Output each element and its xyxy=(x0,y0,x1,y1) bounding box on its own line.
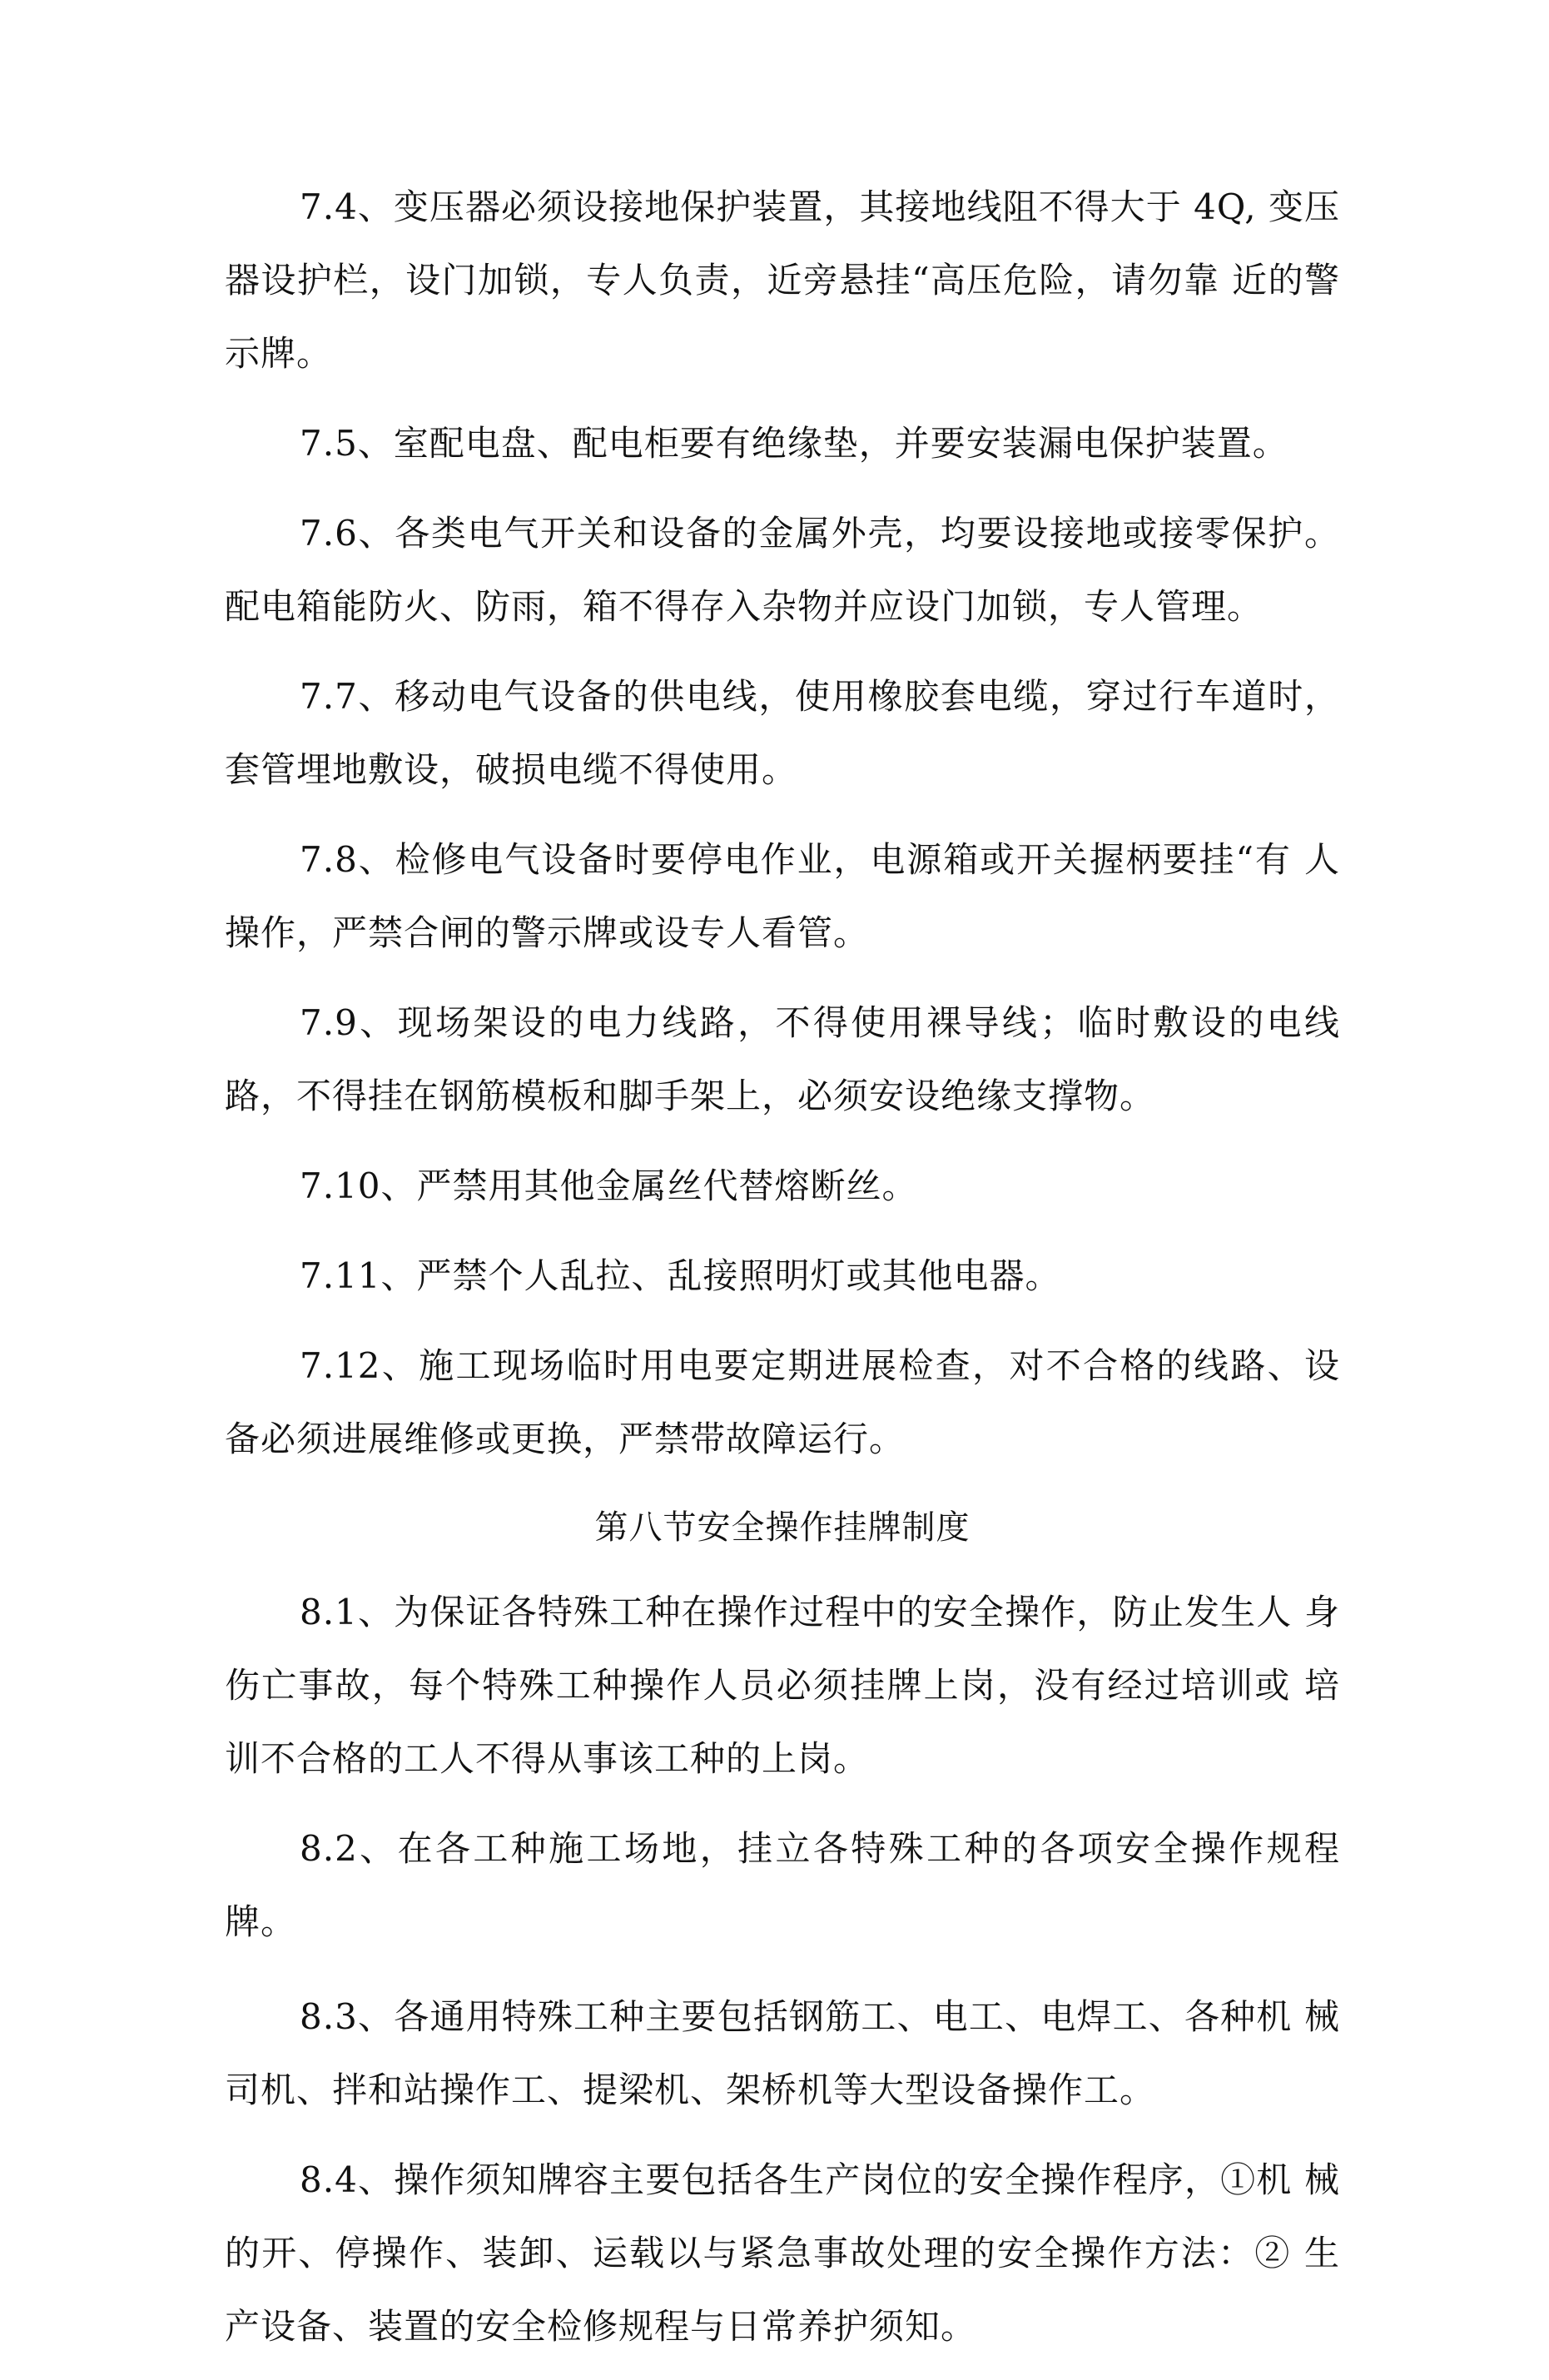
paragraph-7-12: 7.12、施工现场临时用电要定期进展检查，对不合格的线路、设 备必须进展维修或更换，严禁带故障运行。 xyxy=(225,1345,1340,1459)
paragraph-7-11: 7.11、严禁个人乱拉、乱接照明灯或其他电器。 xyxy=(300,1255,1061,1296)
paragraph-7-10: 7.10、严禁用其他金属丝代替熔断丝。 xyxy=(300,1165,918,1206)
paragraph-7-6: 7.6、各类电气开关和设备的金属外壳，均要设接地或接零保护。 配电箱能防火、防雨，箱不得存入杂物并应设门加锁，专人管理。 xyxy=(225,513,1340,627)
paragraph-8-3: 8.3、各通用特殊工种主要包括钢筋工、电工、电焊工、各种机 械司机、拌和站操作工、提梁机、架桥机等大型设备操作工。 xyxy=(225,1996,1340,2110)
paragraph-7-8: 7.8、检修电气设备时要停电作业，电源箱或开关握柄要挂“有 人操作，严禁合闸的警示牌或设专人看管。 xyxy=(225,839,1340,953)
paragraph-7-7: 7.7、移动电气设备的供电线，使用橡胶套电缆，穿过行车道时， 套管埋地敷设，破损电缆不得使用。 xyxy=(225,676,1340,790)
section-title: 第八节安全操作挂牌制度 xyxy=(594,1508,971,1547)
paragraph-7-4: 7.4、变压器必须设接地保护装置，其接地线阻不得大于 4Q, 变压器设护栏，设门加锁，专人负责，近旁悬挂“高压危险，请勿靠 近的警示牌。 xyxy=(225,186,1340,374)
document-body xyxy=(225,171,1340,2380)
paragraph-8-4: 8.4、操作须知牌容主要包括各生产岗位的安全操作程序，①机 械的开、停操作、装卸、运载以与紧急事故处理的安全操作方法：② 生产设备、装置的安全检修规程与日常养护须知。 xyxy=(225,2159,1340,2347)
paragraph-7-5: 7.5、室配电盘、配电柜要有绝缘垫，并要安装漏电保护装置。 xyxy=(300,423,1288,464)
paragraph-7-9: 7.9、现场架设的电力线路，不得使用裸导线；临时敷设的电线 路，不得挂在钢筋模板和脚手架上，必须安设绝缘支撑物。 xyxy=(225,1002,1340,1116)
paragraph-8-1: 8.1、为保证各特殊工种在操作过程中的安全操作，防止发生人 身伤亡事故，每个特殊工种操作人员必须挂牌上岗，没有经过培训或 培训不合格的工人不得从事该工种的上岗。 xyxy=(225,1592,1340,1779)
paragraph-8-2: 8.2、在各工种施工场地，挂立各特殊工种的各项安全操作规程 牌。 xyxy=(225,1828,1340,1942)
